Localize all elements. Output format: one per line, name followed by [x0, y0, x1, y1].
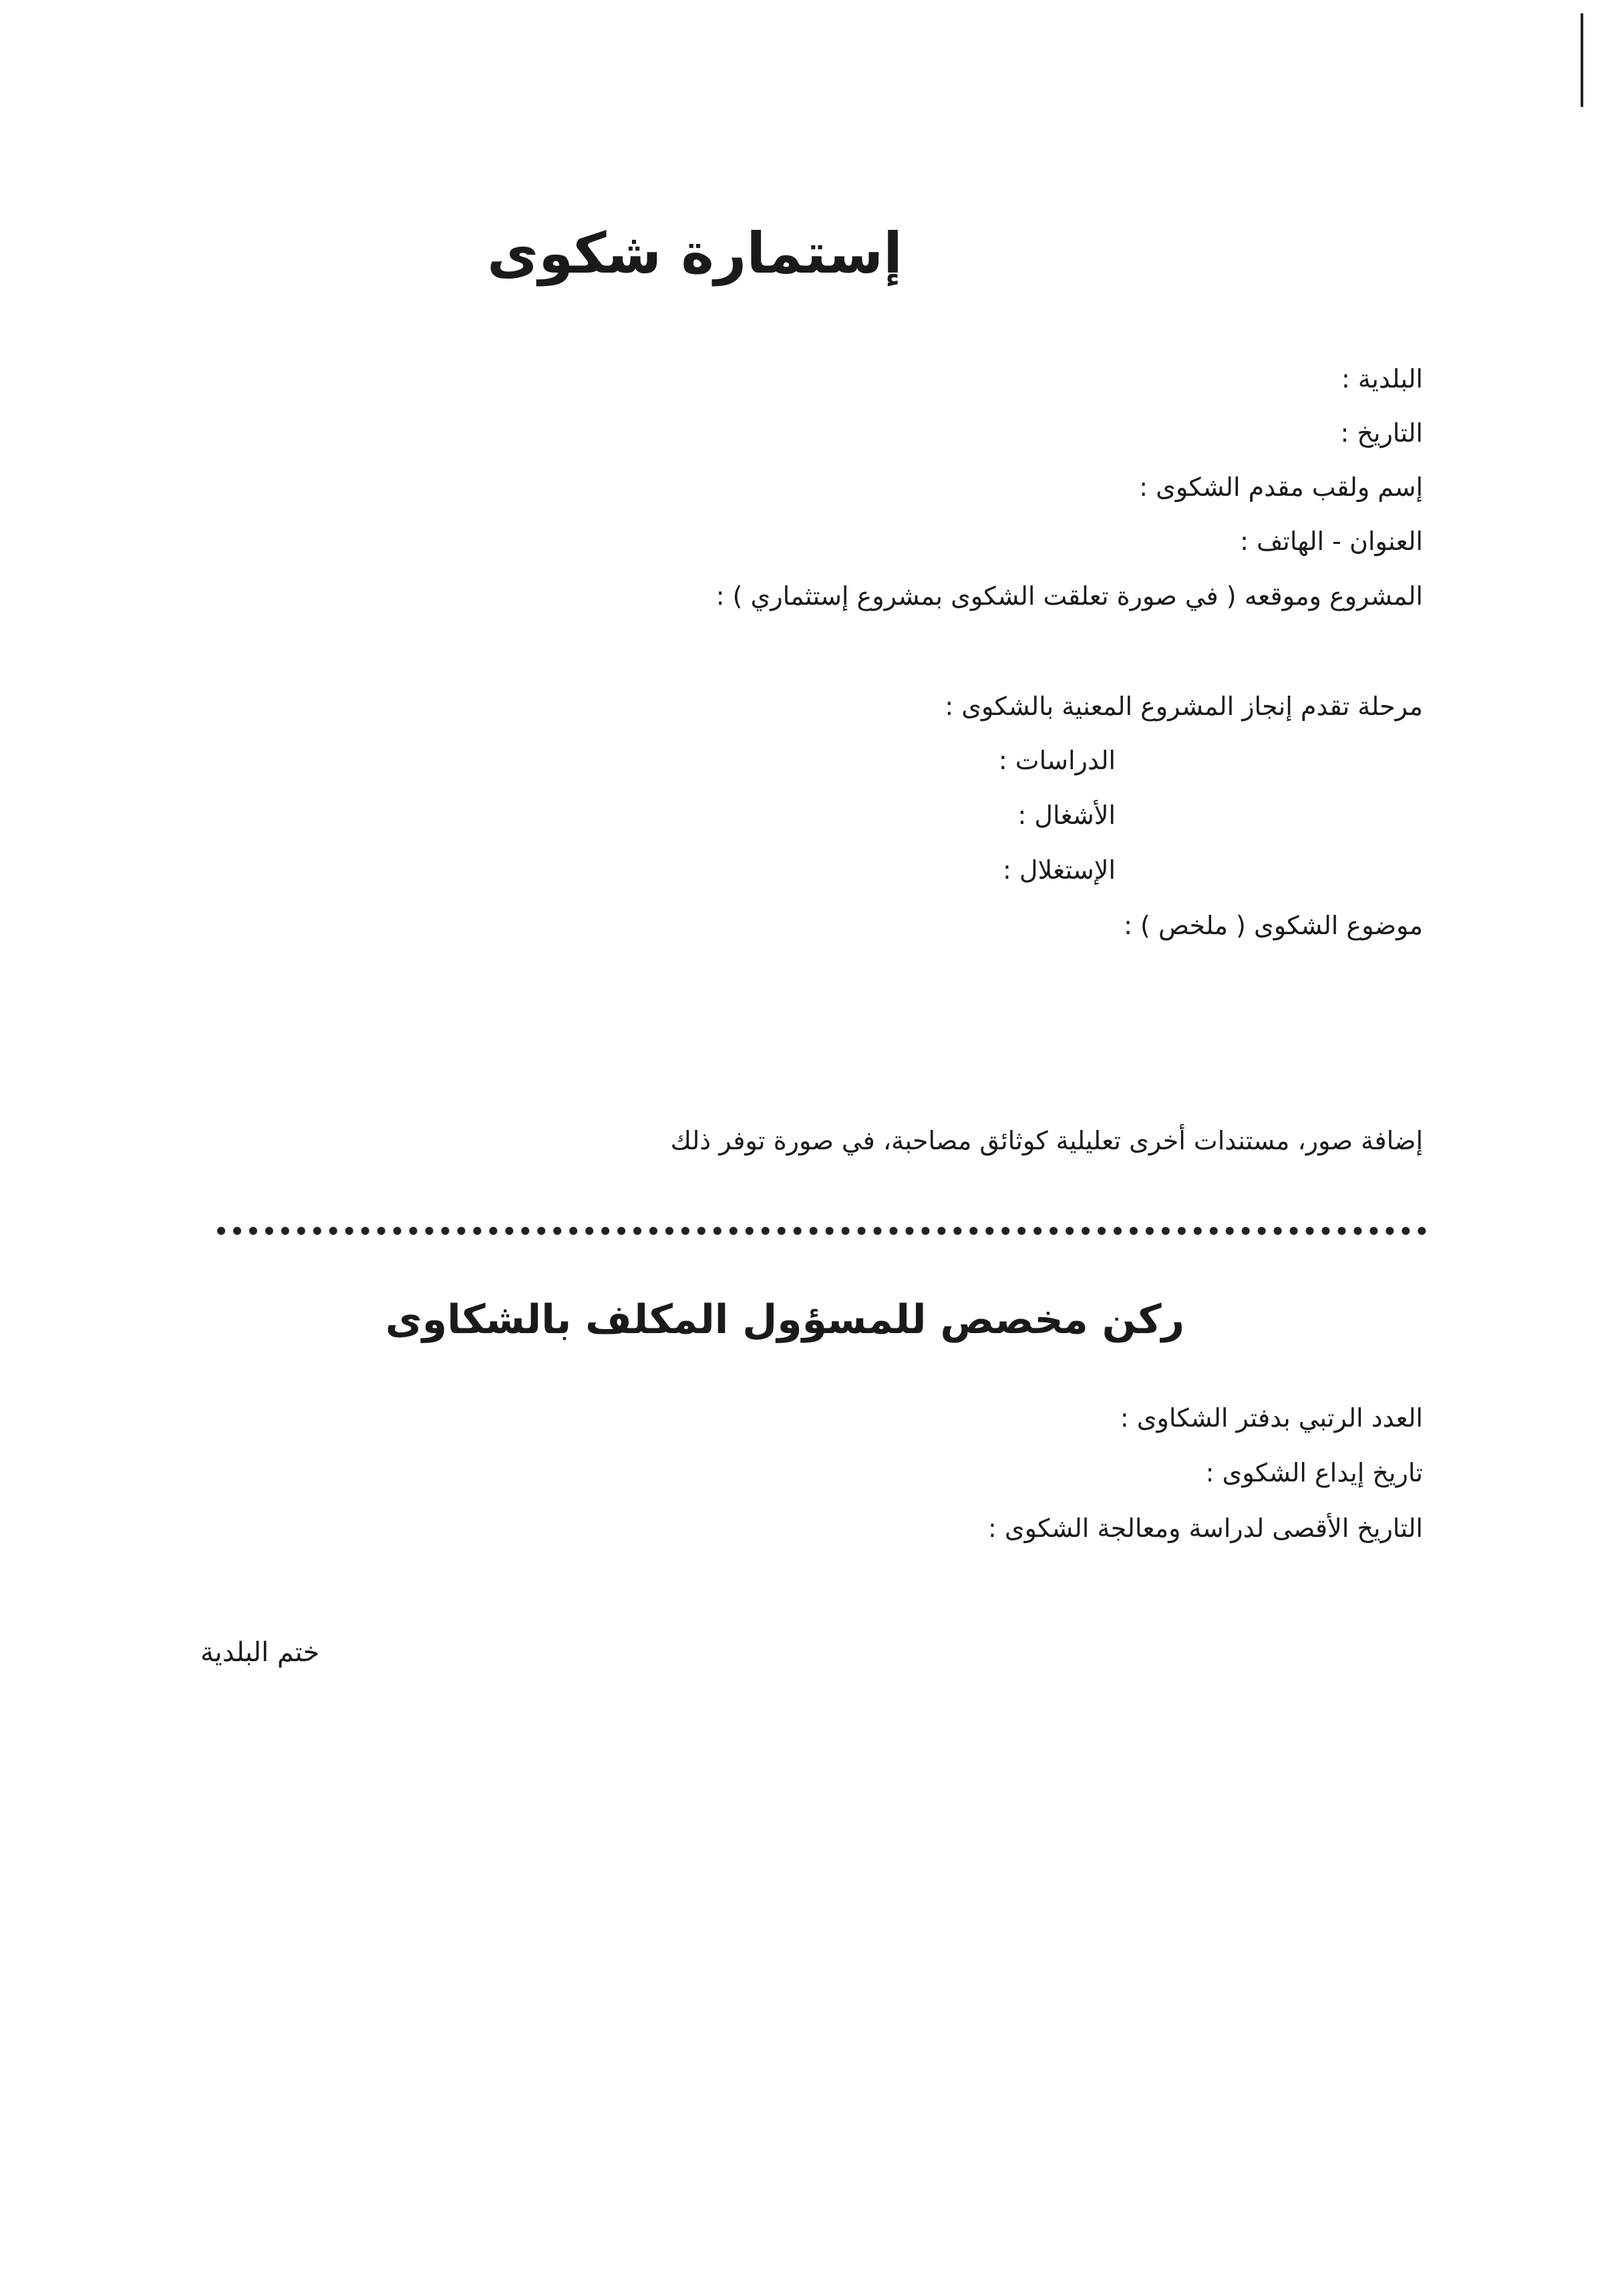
- field-project-stage: مرحلة تقدم إنجاز المشروع المعنية بالشكوى :: [945, 692, 1423, 721]
- field-filing-date: تاريخ إيداع الشكوى :: [1205, 1458, 1423, 1487]
- field-complainant-name: إسم ولقب مقدم الشكوى :: [1139, 472, 1423, 502]
- field-project-location: المشروع وموقعه ( في صورة تعلقت الشكوى بمشروع إستثماري ) :: [715, 581, 1423, 611]
- stage-works: الأشغال :: [1017, 801, 1116, 830]
- field-register-number: العدد الرتبي بدفتر الشكاوى :: [1120, 1403, 1423, 1433]
- field-complaint-subject: موضوع الشكوى ( ملخص ) :: [1124, 911, 1423, 940]
- field-address-phone: العنوان - الهاتف :: [1240, 527, 1423, 556]
- scan-edge-mark: [1581, 13, 1583, 107]
- section-separator: [217, 1227, 1426, 1235]
- attachments-note: إضافة صور، مستندات أخرى تعليلية كوثائق مصاحبة، في صورة توفر ذلك: [670, 1126, 1423, 1155]
- municipality-stamp-label: ختم البلدية: [200, 1637, 320, 1668]
- field-municipality: البلدية :: [1341, 364, 1423, 394]
- stage-operation: الإستغلال :: [1002, 855, 1116, 885]
- stage-studies: الدراسات :: [998, 746, 1116, 775]
- field-date: التاريخ :: [1340, 418, 1423, 448]
- field-deadline-date: التاريخ الأقصى لدراسة ومعالجة الشكوى :: [988, 1514, 1423, 1543]
- official-section-title: ركن مخصص للمسؤول المكلف بالشكاوى: [385, 1296, 1185, 1343]
- form-title: إستمارة شكوى: [487, 221, 903, 286]
